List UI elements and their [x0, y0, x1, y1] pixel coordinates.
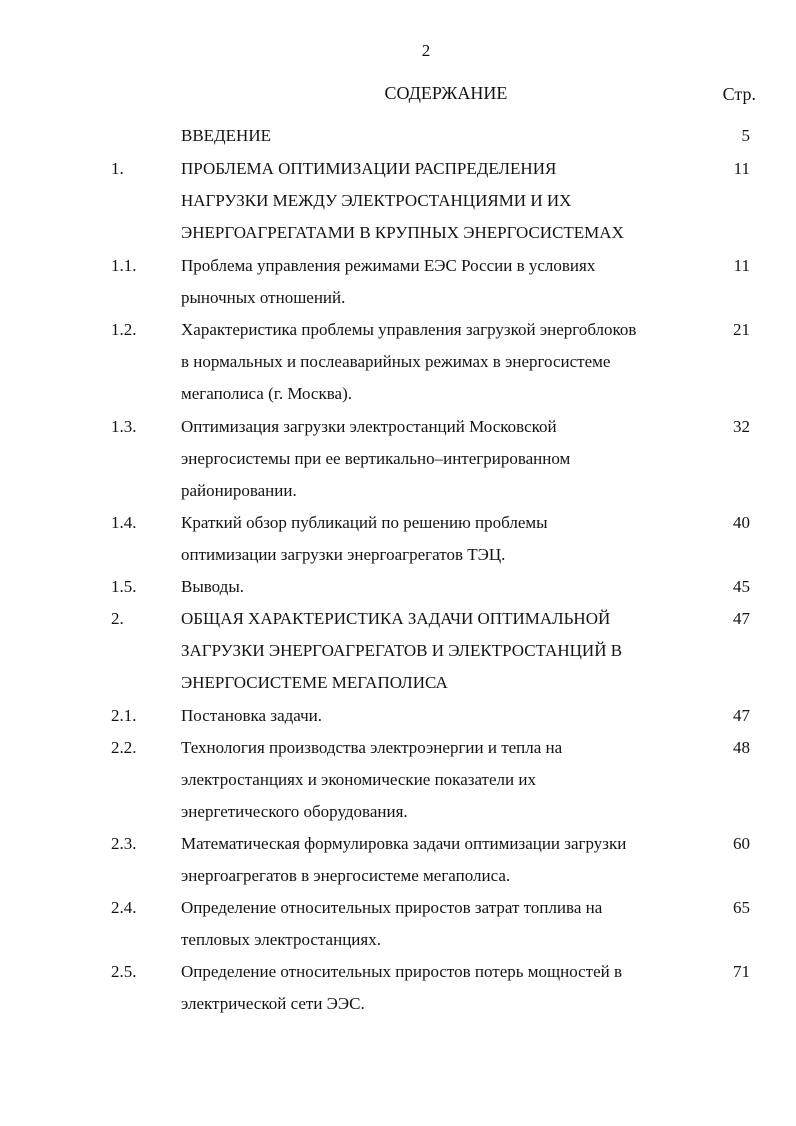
entry-title [181, 127, 706, 159]
pages-column-label: Стр. [722, 84, 756, 104]
entry-number: 1.5. [111, 577, 137, 596]
entry-page: 21 [733, 320, 750, 339]
entry-title-line: Технология производства электроэнергии и тепла на [181, 738, 563, 757]
entry-number: 1.4. [111, 513, 137, 532]
entry-title [181, 514, 706, 578]
entry-title-line: энергетического оборудования. [181, 802, 408, 821]
entry-page: 5 [741, 126, 750, 145]
entry-title [181, 739, 706, 835]
entry-number: 2.2. [111, 738, 137, 757]
entry-title-line: Определение относительных приростов потерь мощностей в [181, 962, 623, 981]
entry-title-line: электрической сети ЭЭС. [181, 994, 365, 1013]
entry-number: 1.2. [111, 320, 137, 339]
entry-number: 2.3. [111, 834, 137, 853]
entry-title-line: в нормальных и послеаварийных режимах в энергосистеме [181, 352, 611, 371]
entry-title-line: НАГРУЗКИ МЕЖДУ ЭЛЕКТРОСТАНЦИЯМИ И ИХ [181, 191, 572, 210]
entry-title-line: ПРОБЛЕМА ОПТИМИЗАЦИИ РАСПРЕДЕЛЕНИЯ [181, 159, 557, 178]
entry-title-line: Краткий обзор публикаций по решению проблемы [181, 513, 548, 532]
entry-number: 2.1. [111, 706, 137, 725]
entry-title-line: ЭНЕРГОАГРЕГАТАМИ В КРУПНЫХ ЭНЕРГОСИСТЕМАХ [181, 223, 624, 242]
entry-title-line: оптимизации загрузки энергоагрегатов ТЭЦ. [181, 545, 506, 564]
entry-title-line: ВВЕДЕНИЕ [181, 126, 271, 145]
entry-page: 47 [733, 706, 750, 725]
page-number: 2 [421, 41, 431, 60]
entry-number: 2. [111, 609, 124, 628]
entry-title-line: ОБЩАЯ ХАРАКТЕРИСТИКА ЗАДАЧИ ОПТИМАЛЬНОЙ [181, 609, 611, 628]
entry-title-line: энергосистемы при ее вертикально–интегрированном [181, 449, 571, 468]
entry-title-line: тепловых электростанциях. [181, 930, 381, 949]
entry-title [181, 707, 706, 739]
entry-title-line: ЗАГРУЗКИ ЭНЕРГОАГРЕГАТОВ И ЭЛЕКТРОСТАНЦИЙ В [181, 641, 623, 660]
entry-title-line: Проблема управления режимами ЕЭС России в условиях [181, 256, 596, 275]
entry-page: 40 [733, 513, 750, 532]
entry-title [181, 899, 706, 963]
entry-page: 32 [733, 417, 750, 436]
entry-title-line: рыночных отношений. [181, 288, 346, 307]
entry-title-line: Выводы. [181, 577, 245, 596]
entry-page: 45 [733, 577, 750, 596]
entry-number: 1.3. [111, 417, 137, 436]
entry-title [181, 257, 706, 321]
entry-number: 2.5. [111, 962, 137, 981]
entry-title [181, 418, 706, 514]
entry-number: 2.4. [111, 898, 137, 917]
entry-number: 1. [111, 159, 124, 178]
entry-title-line: районировании. [181, 481, 297, 500]
entry-title [181, 160, 706, 256]
entry-title-line: Характеристика проблемы управления загрузкой энергоблоков [181, 320, 637, 339]
toc-heading: СОДЕРЖАНИЕ [384, 83, 508, 103]
entry-title [181, 321, 706, 417]
entry-page: 60 [733, 834, 750, 853]
entry-title-line: Постановка задачи. [181, 706, 323, 725]
entry-page: 11 [733, 256, 750, 275]
entry-page: 48 [733, 738, 750, 757]
entry-title-line: ЭНЕРГОСИСТЕМЕ МЕГАПОЛИСА [181, 673, 448, 692]
entry-title-line: электростанциях и экономические показатели их [181, 770, 536, 789]
entry-title [181, 835, 706, 899]
entry-page: 65 [733, 898, 750, 917]
entry-title [181, 963, 706, 1027]
entry-title-line: Оптимизация загрузки электростанций Московской [181, 417, 557, 436]
entry-title [181, 610, 706, 706]
entry-title-line: энергоагрегатов в энергосистеме мегаполиса. [181, 866, 511, 885]
entry-title-line: Математическая формулировка задачи оптимизации загрузки [181, 834, 627, 853]
entry-title-line: Определение относительных приростов затрат топлива на [181, 898, 603, 917]
entry-page: 71 [733, 962, 750, 981]
entry-number: 1.1. [111, 256, 137, 275]
entry-title [181, 578, 706, 610]
entry-title-line: мегаполиса (г. Москва). [181, 384, 352, 403]
entry-page: 47 [733, 609, 750, 628]
entry-page: 11 [733, 159, 750, 178]
